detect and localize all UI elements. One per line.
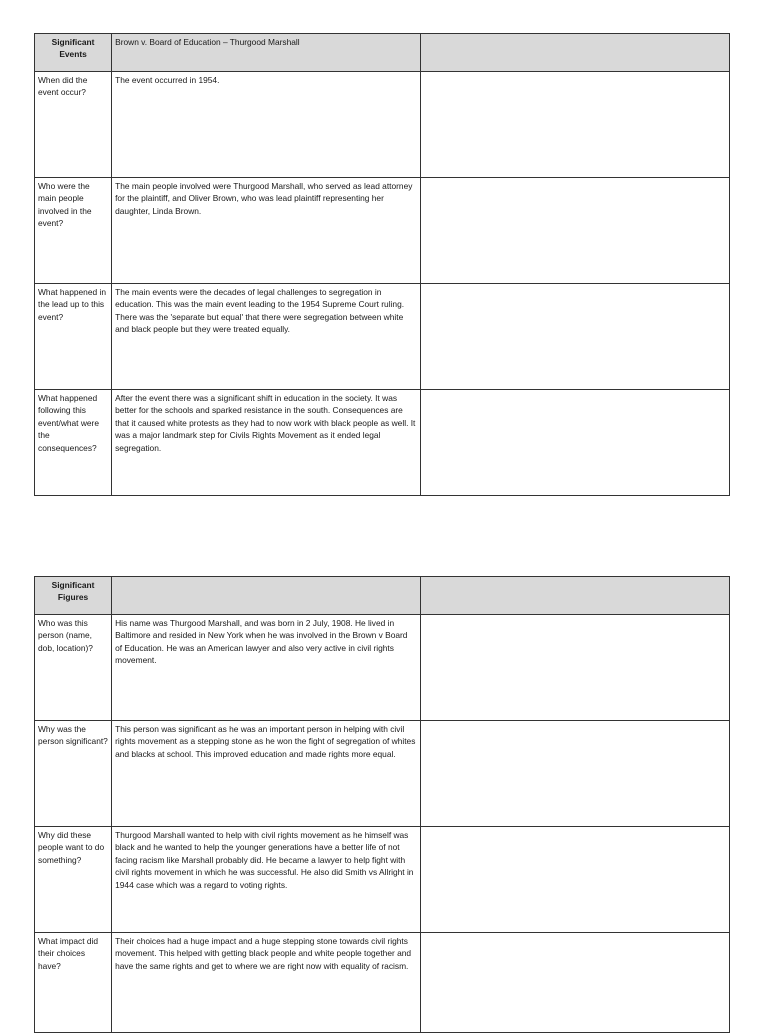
answer-cell: The main people involved were Thurgood Marshall, who served as lead attorney for the plaintiff, and Oliver Brown, who was lead plaintiff representing her daughter, Linda Brown. <box>112 178 420 284</box>
table-row <box>35 178 730 284</box>
table-row <box>35 72 730 178</box>
table-row <box>35 827 730 933</box>
answer-cell: His name was Thurgood Marshall, and was born in 2 July, 1908. He lived in Baltimore and resided in New York when he was involved in the Brown v Board of Education. He was an American lawyer and also very active in civil rights movement. <box>112 615 420 721</box>
answer-cell: This person was significant as he was an important person in helping with civil rights movement as a stepping stone as he won the fight of segregation of whites and blacks at school. This improved education and made rights more equal. <box>112 721 420 827</box>
table-row <box>35 284 730 390</box>
table-row <box>35 721 730 827</box>
answer-cell: Thurgood Marshall wanted to help with civil rights movement as he himself was black and he wanted to help the younger generations have a better life of not facing racism like Marshall probably did. He became a lawyer to help fight with civil rights movement in which he was successful. He also did Smith vs Allright in 1944 case which was a regard to voting rights. <box>112 827 420 933</box>
question-cell: Who were the main people involved in the event? <box>35 178 112 284</box>
question-cell: What happened following this event/what were the consequences? <box>35 390 112 496</box>
extra-cell <box>420 390 729 496</box>
extra-cell <box>420 721 729 827</box>
extra-cell <box>420 933 729 1033</box>
figures-heading: Significant Figures <box>35 577 112 615</box>
figures-title <box>112 577 420 615</box>
table-row <box>35 390 730 496</box>
extra-cell <box>420 615 729 721</box>
answer-cell: Their choices had a huge impact and a huge stepping stone towards civil rights movement. This helped with getting black people and white people together and have the same rights and get to where we are right now with equality of racism. <box>112 933 420 1033</box>
figures-extra-header <box>420 577 729 615</box>
events-header-row <box>35 34 730 72</box>
events-heading: Significant Events <box>35 34 112 72</box>
table-row <box>35 615 730 721</box>
question-cell: Why did these people want to do something? <box>35 827 112 933</box>
answer-cell: After the event there was a significant shift in education in the society. It was better for the schools and sparked resistance in the south. Consequences are that it caused white protests as they had to now work with black people as well. It was a major landmark step for Civils Rights Movement as it ended legal segregation. <box>112 390 420 496</box>
events-extra-header <box>420 34 729 72</box>
significant-events-table <box>34 33 730 496</box>
question-cell: Why was the person significant? <box>35 721 112 827</box>
extra-cell <box>420 178 729 284</box>
extra-cell <box>420 284 729 390</box>
events-title: Brown v. Board of Education – Thurgood Marshall <box>112 34 420 72</box>
extra-cell <box>420 72 729 178</box>
figures-header-row <box>35 577 730 615</box>
answer-cell: The main events were the decades of legal challenges to segregation in education. This was the main event leading to the 1954 Supreme Court ruling. There was the 'separate but equal' that there were segregation between white and black people but they were treated equally. <box>112 284 420 390</box>
extra-cell <box>420 827 729 933</box>
question-cell: Who was this person (name, dob, location)? <box>35 615 112 721</box>
table-row <box>35 933 730 1033</box>
question-cell: What impact did their choices have? <box>35 933 112 1033</box>
question-cell: What happened in the lead up to this event? <box>35 284 112 390</box>
question-cell: When did the event occur? <box>35 72 112 178</box>
significant-figures-table <box>34 576 730 1033</box>
answer-cell: The event occurred in 1954. <box>112 72 420 178</box>
